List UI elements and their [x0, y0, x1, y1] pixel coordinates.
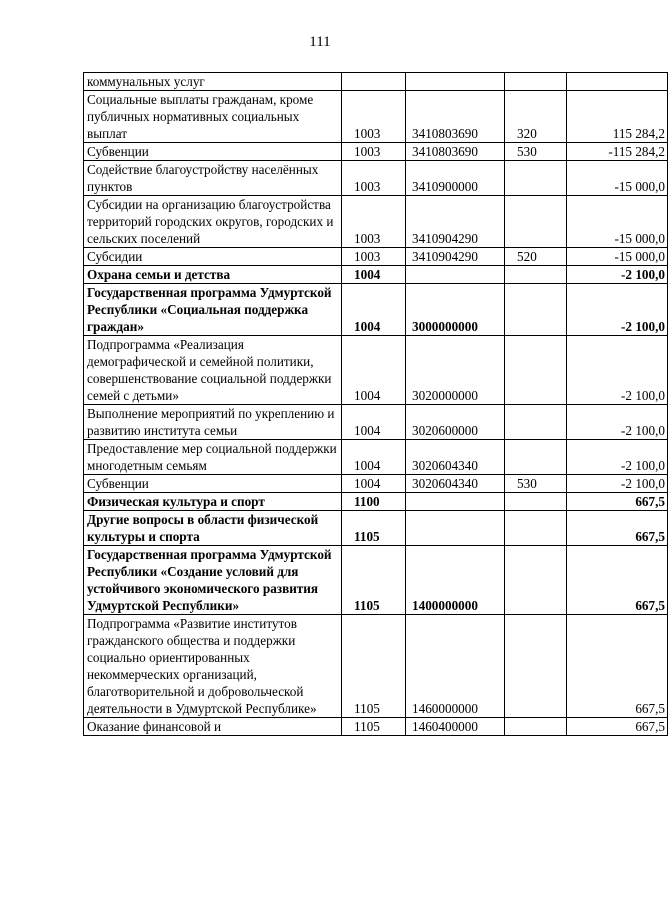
table-row: [84, 511, 668, 546]
amount-cell: -15 000,0: [567, 248, 668, 266]
section-code-cell: 1004: [342, 336, 406, 405]
table-row: [84, 196, 668, 248]
section-code-cell: [342, 73, 406, 91]
row-name-cell: Государственная программа Удмуртской Республики «Создание условий для устойчивого экономического развития Удмуртской Республики»: [84, 546, 342, 615]
section-code-cell: 1004: [342, 266, 406, 284]
target-article-cell: [406, 511, 505, 546]
budget-table: [83, 72, 668, 736]
target-article-cell: 3410803690: [406, 91, 505, 143]
target-article-cell: 1460000000: [406, 615, 505, 718]
table-row: [84, 440, 668, 475]
row-name-cell: Охрана семьи и детства: [84, 266, 342, 284]
table-row: [84, 718, 668, 736]
section-code-cell: 1105: [342, 546, 406, 615]
amount-cell: -115 284,2: [567, 143, 668, 161]
section-code-cell: 1004: [342, 440, 406, 475]
amount-cell: [567, 73, 668, 91]
amount-cell: -2 100,0: [567, 336, 668, 405]
row-name-cell: Подпрограмма «Реализация демографической и семейной политики, совершенствование социальной поддержки семей с детьми»: [84, 336, 342, 405]
amount-cell: -2 100,0: [567, 475, 668, 493]
amount-cell: 667,5: [567, 718, 668, 736]
table-row: [84, 161, 668, 196]
section-code-cell: 1004: [342, 405, 406, 440]
section-code-cell: 1003: [342, 161, 406, 196]
row-name-cell: Субвенции: [84, 143, 342, 161]
target-article-cell: 3410904290: [406, 248, 505, 266]
row-name-cell: Содействие благоустройству населённых пунктов: [84, 161, 342, 196]
amount-cell: 667,5: [567, 615, 668, 718]
expense-type-cell: [505, 73, 567, 91]
section-code-cell: 1105: [342, 718, 406, 736]
table-row: [84, 475, 668, 493]
section-code-cell: 1004: [342, 475, 406, 493]
amount-cell: -2 100,0: [567, 284, 668, 336]
row-name-cell: Оказание финансовой и: [84, 718, 342, 736]
expense-type-cell: 530: [505, 143, 567, 161]
table-row: [84, 546, 668, 615]
section-code-cell: 1100: [342, 493, 406, 511]
page-number: 111: [309, 34, 331, 50]
target-article-cell: 3020604340: [406, 475, 505, 493]
section-code-cell: 1105: [342, 615, 406, 718]
expense-type-cell: [505, 405, 567, 440]
target-article-cell: 3020000000: [406, 336, 505, 405]
target-article-cell: 1460400000: [406, 718, 505, 736]
table-row: [84, 493, 668, 511]
section-code-cell: 1003: [342, 196, 406, 248]
table-row: [84, 266, 668, 284]
expense-type-cell: [505, 440, 567, 475]
section-code-cell: 1003: [342, 91, 406, 143]
expense-type-cell: [505, 196, 567, 248]
expense-type-cell: [505, 161, 567, 196]
row-name-cell: Выполнение мероприятий по укреплению и развитию института семьи: [84, 405, 342, 440]
expense-type-cell: [505, 336, 567, 405]
section-code-cell: 1003: [342, 248, 406, 266]
table-row: [84, 615, 668, 718]
table-row: [84, 248, 668, 266]
target-article-cell: 3020604340: [406, 440, 505, 475]
expense-type-cell: [505, 546, 567, 615]
expense-type-cell: [505, 493, 567, 511]
row-name-cell: Социальные выплаты гражданам, кроме публичных нормативных социальных выплат: [84, 91, 342, 143]
row-name-cell: Субсидии на организацию благоустройства территорий городских округов, городских и сельских поселений: [84, 196, 342, 248]
expense-type-cell: [505, 615, 567, 718]
amount-cell: 115 284,2: [567, 91, 668, 143]
table-row: [84, 73, 668, 91]
expense-type-cell: [505, 266, 567, 284]
row-name-cell: Субсидии: [84, 248, 342, 266]
expense-type-cell: [505, 284, 567, 336]
row-name-cell: Государственная программа Удмуртской Республики «Социальная поддержка граждан»: [84, 284, 342, 336]
amount-cell: -2 100,0: [567, 405, 668, 440]
expense-type-cell: 520: [505, 248, 567, 266]
row-name-cell: Подпрограмма «Развитие институтов гражданского общества и поддержки социально ориентированных некоммерческих организаций, благотворительной и добровольческой деятельности в Удмуртской Республике»: [84, 615, 342, 718]
target-article-cell: 3020600000: [406, 405, 505, 440]
target-article-cell: 3000000000: [406, 284, 505, 336]
row-name-cell: Другие вопросы в области физической культуры и спорта: [84, 511, 342, 546]
expense-type-cell: [505, 718, 567, 736]
target-article-cell: 1400000000: [406, 546, 505, 615]
table-row: [84, 143, 668, 161]
target-article-cell: [406, 73, 505, 91]
table-row: [84, 91, 668, 143]
expense-type-cell: 320: [505, 91, 567, 143]
table-row: [84, 336, 668, 405]
amount-cell: -2 100,0: [567, 266, 668, 284]
table-row: [84, 284, 668, 336]
row-name-cell: Физическая культура и спорт: [84, 493, 342, 511]
target-article-cell: [406, 266, 505, 284]
target-article-cell: [406, 493, 505, 511]
target-article-cell: 3410904290: [406, 196, 505, 248]
amount-cell: 667,5: [567, 511, 668, 546]
row-name-cell: коммунальных услуг: [84, 73, 342, 91]
amount-cell: -15 000,0: [567, 161, 668, 196]
row-name-cell: Предоставление мер социальной поддержки многодетным семьям: [84, 440, 342, 475]
target-article-cell: 3410803690: [406, 143, 505, 161]
budget-table-body: [84, 73, 668, 736]
expense-type-cell: 530: [505, 475, 567, 493]
section-code-cell: 1004: [342, 284, 406, 336]
table-row: [84, 405, 668, 440]
section-code-cell: 1105: [342, 511, 406, 546]
section-code-cell: 1003: [342, 143, 406, 161]
amount-cell: 667,5: [567, 493, 668, 511]
amount-cell: 667,5: [567, 546, 668, 615]
expense-type-cell: [505, 511, 567, 546]
row-name-cell: Субвенции: [84, 475, 342, 493]
amount-cell: -15 000,0: [567, 196, 668, 248]
target-article-cell: 3410900000: [406, 161, 505, 196]
amount-cell: -2 100,0: [567, 440, 668, 475]
